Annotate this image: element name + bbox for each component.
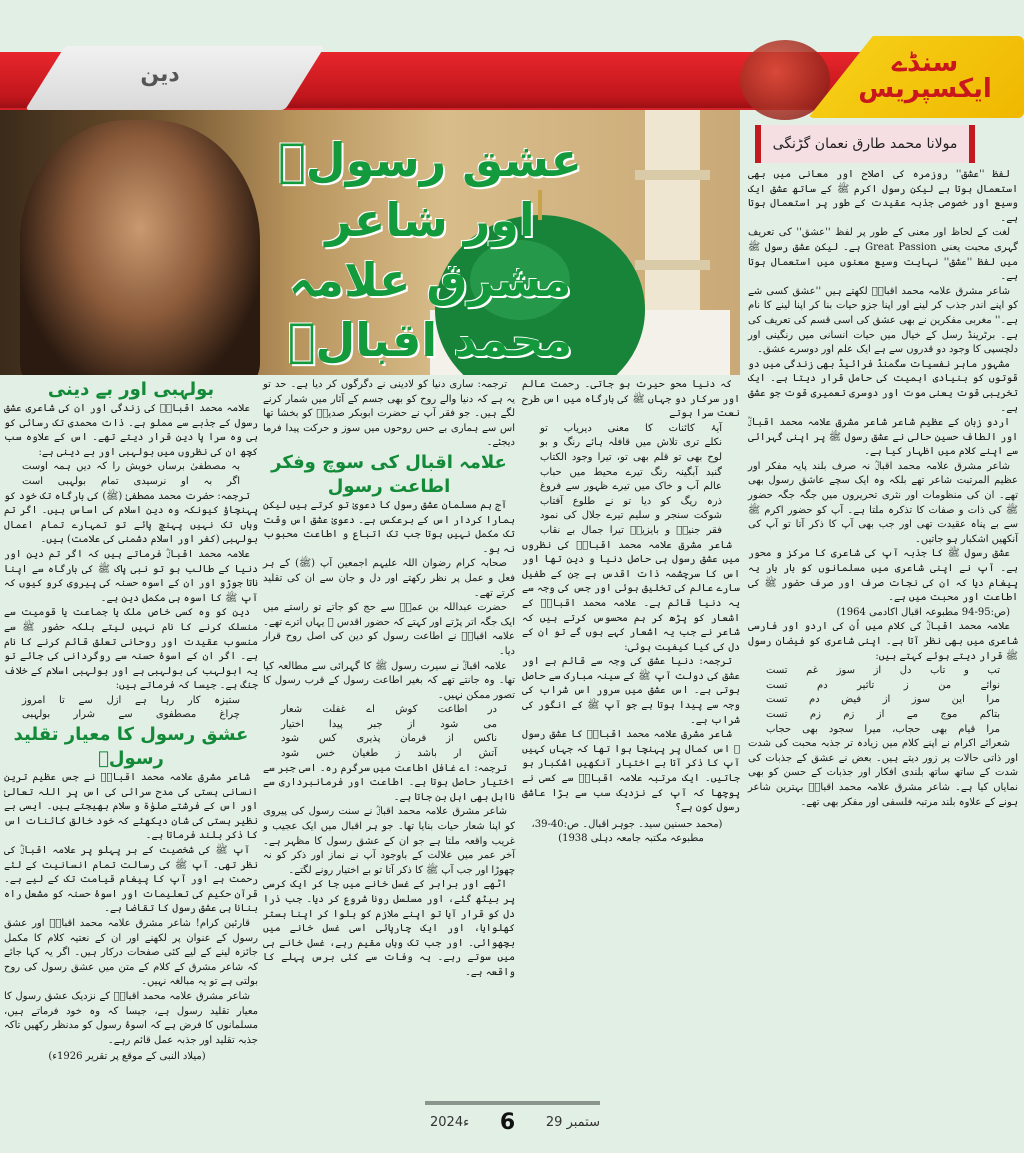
paragraph: شاعر مشرق علامہ محمد اقبالؒ کے نزدیک عشق رسول کا معیار تقلید رسول ہے، جیسا کہ وہ خود فرماتے ہیں، مسلمانوں کا فرض ہے کہ اسوۂ رسول کو مدنظر رکھیں تاکہ جذبہ تقلید اور جذبہ عمل قائم رہے۔	[4, 990, 258, 1046]
paragraph: اٹھے اور برابر کے غسل خانے میں جا کر ایک کرسی پر بیٹھ گئے، اور مسلسل رونا شروع کر دیا۔ جب ذرا دل کو قرار آیا تو اپنے ملازم کو بلوا کر اپنا بستر کھلوایا، اور ایک چارپائی اسی غسل خانے میں بچھوائی۔ اور جب تک وہاں مقیم رہے، غسل خانے ہی میں سوتے رہے۔ یہ وفات سے کئی برس پہلے کا واقعہ ہے۔	[263, 879, 515, 978]
verse: ناکس از فرمان پذیری کس شود	[281, 733, 497, 745]
verse: می شود از جبر پیدا اختیار	[281, 718, 497, 730]
headline-line: عشق رسولؐ اور شاعر	[278, 133, 582, 247]
page-number: 6	[499, 1110, 516, 1135]
verse: مرا قیام بھی حجاب، میرا سجود بھی حجاب	[766, 723, 1000, 735]
hero-image	[0, 110, 740, 375]
footer-divider	[425, 1101, 600, 1105]
verse: گنبد آبگینہ رنگ تیرے محیط میں حباب	[540, 466, 722, 478]
author-byline: مولانا محمد طارق نعمان گڑنگی	[755, 125, 975, 163]
paragraph: شاعر مشرق علامہ محمد اقبالؒ لکھتے ہیں ''عشق کسی شے کو اپنے اندر جذب کر لینے اور اپنا جزو حیات بنا کر اپنا لینے کا نام ہے۔'' مغربی مفکرین نے بھی عشق کی اسی قسم کی تعریف کی ہے۔ برٹرینڈ رسل کے خیال میں حیات انسانی میں رنگینی اور دلچسپی کا وجود دو قدروں سے ہے ایک علم اور دوسرے عشق۔	[748, 285, 1018, 356]
verse: شوکت سنجر و سلیم تیرے جلال کی نمود	[540, 510, 722, 522]
reference: (ص:95-94 مطبوعہ اقبال اکادمی 1964)	[836, 606, 1010, 618]
paragraph: صحابہ کرام رضوان اللہ علیہم اجمعین آپ (ﷺ) کے ہر فعل و عمل پر نظر رکھتے اور دل و جان سے ان کی تقلید کرتے تھے۔	[263, 558, 515, 599]
footer-year: 2024ء	[430, 1115, 470, 1130]
iqbal-portrait	[20, 120, 260, 375]
page-footer	[430, 1110, 600, 1135]
headline	[260, 130, 600, 370]
paragraph: اردو زبان کے عظیم شاعر شاعر مشرق علامہ محمد اقبالؒ اور الطاف حسین حالی نے عشق رسول ﷺ پر اپنی گہرائی سے اپنے کلام میں اظہار کیا ہے۔	[748, 417, 1018, 458]
subheading: علامہ اقبال کی سوچ وفکر اطاعت رسول	[271, 451, 507, 497]
paragraph: ترجمہ: دنیا عشق کی وجہ سے قائم ہے اور عشق کی دولت آپ ﷺ کے سینہ مبارک سے حاصل ہوتی ہے۔ اس عشق میں سرور اس شراب کی وجہ سے پیدا ہوتا ہے جو آپ ﷺ کے انگور کی شراب ہے۔	[522, 656, 740, 726]
verse: نکلے تری تلاش میں قافلہ ہائے رنگ و بو	[540, 437, 722, 449]
paragraph: علامہ محمد اقبالؒ کی کلام میں اُن کی اردو اور فارسی شاعری میں بھی نظر آتا ہے۔ اپنی شاعری کو فیضان رسول ﷺ قرار دیتے ہوئے کہتے ہیں:	[748, 621, 1018, 662]
footer-day: 29	[545, 1115, 563, 1130]
verse: بہ مصطفیٰ برساں خویش را کہ دیں ہمہ اوست	[22, 461, 240, 473]
section-label: دین	[140, 62, 180, 87]
verse: چراغ مصطفوی سے شرار بولہبی	[22, 709, 240, 721]
paragraph: شاعر مشرق علامہ محمد اقبالؒ کی نظروں میں عشق رسول ہی حاصل دنیا و دین تھا اور اس کا سرچشمہ ذات اقدس ہے جن کے طفیل سارے عالم کی تخلیق ہوئی اور جس کی وجہ سے یہ دنیا قائم ہے۔ علامہ محمد اقبالؒ کے اشعار کو پڑھ کر ہم محسوس کرتے ہیں کہ شاعر نے جب یہ اشعار کہے ہوں گے تو ان کے دل کی کیا کیفیت ہوئی:	[522, 539, 740, 653]
paragraph: شاعر مشرق علامہ محمد اقبالؒ کا عشق رسول ﷺ اس کمال پر پہنچا ہوا تھا کہ جہاں کہیں آپ کا ذکر آتا بے اختیار آنکھیں اشکبار ہو جاتیں۔ ایک مرتبہ علامہ اقبالؒ سے کسی نے پوچھا کہ آپ کے نزدیک سب سے بڑا عاشق رسول کون ہے؟	[522, 729, 740, 814]
verse: تب و تاب دل از سوز غم تست	[766, 665, 1000, 677]
subheading: عشق رسول کا معیار تقلید رسولؐ	[13, 724, 249, 770]
logo: سنڈے ایکسپریس	[858, 48, 992, 104]
paragraph: ترجمہ: اے غافل اطاعت میں سرگرم رہ۔ اسی جبر سے اختیار حاصل ہوتا ہے۔ اطاعت اور فرمانبرداری سے نااہل بھی اہل بن جاتا ہے۔	[263, 762, 515, 803]
paragraph: ترجمہ: حضرت محمد مصطفیٰ (ﷺ) کی بارگاہ تک خود کو پہنچاؤ کیونکہ وہ دین اسلام کی اساس ہیں۔ اگر تم وہاں تک نہیں پہنچ پائے تو تمہارے تمام اعمال بولہبی (کفر اور اسلام دشمنی کی علامت) ہیں۔	[4, 490, 258, 546]
paragraph: شاعر مشرق علامہ محمد اقبالؒ نہ صرف بلند پایہ مفکر اور عظیم المرتبت شاعر تھے بلکہ وہ ایک سچے عاشق رسول بھی تھے۔ ان کی منظومات اور نثری تحریروں میں جگہ جگہ حضور ﷺ کی ذات و صفات کا تذکرہ ملتا ہے۔ آپ کو حضور اکرم ﷺ سے بے پناہ عقیدت تھی اور جب بھی آپ کا ذکر آتا تو آپ کی آنکھیں اشکبار ہو جاتیں۔	[748, 460, 1018, 545]
verse: مرا این سوز از فیض دم تست	[766, 694, 1000, 706]
paragraph: لفظ ''عشق'' روزمرہ کی اصلاح اور معانی میں بھی استعمال ہوتا ہے لیکن رسول اکرم ﷺ کے ساتھ عشق ایک وسیع اور خصوصی جذبہ عقیدت کے طور پر استعمال ہوتا ہے۔	[748, 169, 1018, 224]
paragraph: آپ ﷺ کی شخصیت کے ہر پہلو پر علامہ اقبالؒ کی نظر تھی۔ آپ ﷺ کی رسالت تمام انسانیت کے لئے رحمت ہے اور آپ کا پیغام قیامت تک کے لیے ہے۔ قرآن حکیم کی تعلیمات اور اسوۂ حسنہ کو مشعل راہ بنانا ہی عشق رسول کا تقاضا ہے۔	[4, 845, 258, 915]
paragraph: علامہ محمد اقبالؒ کی زندگی اور ان کی شاعری عشق رسول کے جذبے سے مملو ہے۔ ذات محمدی تک رسائی کو ہی وہ سرا پا دین قرار دیتے تھے۔ اس کے علاوہ سب کچھ ان کی نظروں میں بولہبی اور بے دینی ہے:	[4, 403, 258, 458]
paragraph: حضرت عبداللہ بن عمرؓ سے حج کو جاتے تو راستے میں ایک جگہ اتر پڑتے اور کہتے کہ حضور اقدس ﷺ یہاں اترے تھے۔ علامہ اقبالؒ نے اطاعت رسول کو دین کی اصل روح قرار دیا۔	[263, 602, 515, 657]
paragraph: کہ دنیا محو حیرت ہو جاتی۔ رحمت عالم اور سرکار دو جہاں ﷺ کی بارگاہ میں اس طرح نعت سرا ہوتے	[522, 379, 740, 420]
article-column-3	[522, 378, 740, 847]
paragraph: مشہور ماہر نفسیات سگمنڈ فرائیڈ بھی زندگی میں دو قوتوں کو بنیادی اہمیت کی حامل قرار دیتا ہے۔ ایک تخریبی قوت یعنی موت اور دوسری تعمیری قوت جو عشق ہے۔	[748, 358, 1018, 414]
article-column-right	[748, 168, 1018, 810]
article-column-1	[4, 378, 258, 1065]
paragraph: شعرائے اکرام نے اپنے کلام میں زیادہ تر جذبہ محبت کی شدت اور ذاتی حالات پر زور دیتے ہیں۔ بعض نے عشق کے جذبات کی شدت کے ساتھ ساتھ بلندی افکار اور جذبات کے حسن کو بھی نمایاں کیا ہے۔ شاعر مشرق علامہ محمد اقبالؒ بہترین شاعر ہونے کے علاوہ بلند مرتبہ فلسفی اور مفکر بھی تھے۔	[748, 738, 1018, 808]
paragraph: علامہ محمد اقبالؒ فرماتے ہیں کہ اگر تم دین اور دنیا کے طالب ہو تو نبی پاک ﷺ کی بارگاہ سے اپنا ناتا جوڑو اور ان کے اسوہ حسنہ کی پیروی کرو کیوں کہ آپ ﷺ کا اسوہ ہی مکمل دین ہے۔	[4, 548, 258, 604]
verse: عالم آب و خاک میں تیرے ظہور سے فروغ	[540, 481, 722, 493]
paragraph: عشق رسول ﷺ کا جذبہ آپ کی شاعری کا مرکز و محور ہے۔ آپ نے اپنی شاعری میں مسلمانوں کو بار بار یہ پیغام دیا کہ ان کی نجات صرف اور صرف حضور ﷺ کی اطاعت اور محبت میں ہے۔	[748, 548, 1018, 604]
reference: (میلاد النبی کے موقع پر تقریر 1926ء)	[48, 1051, 206, 1063]
verse: آتش ار باشد ز طغیان خس شود	[281, 748, 497, 760]
verse: نوائے من ز تاثیر دم تست	[766, 679, 1000, 691]
subheading: بولہبی اور بے دینی	[47, 379, 215, 400]
paragraph: ترجمہ: ساری دنیا کو لادینی نے دگرگوں کر دیا ہے۔ حد تو یہ ہے کہ دنیا والے روح کو بھی جسم کے آثار میں شمار کرنے لگے ہیں۔ جو فقر آپ نے حضرت ابوبکر صدیقؓ کو بخشا تھا اس سے ہماری بے حس روحوں میں سوز و حرکت پیدا فرما دیجئے۔	[263, 379, 515, 449]
verse: ستیزہ کار رہا ہے ازل سے تا امروز	[22, 694, 240, 706]
paragraph: قارئین کرام! شاعر مشرق علامہ محمد اقبالؒ اور عشق رسول کے عنوان پر لکھنے اور ان کے نعتیہ کلام کا مکمل جائزہ لینے کے لیے کئی صفحات درکار ہیں۔ اگر یہ کہا جائے کہ شاعر مشرق کے کلام کے متن میں عشق رسول کی روح بولتی ہے تو یہ مبالغہ نہیں۔	[4, 918, 258, 988]
verse: آیۂ کائنات کا معنی دیریاب تو	[540, 422, 722, 434]
verse: در اطاعت کوش اے غفلت شعار	[281, 704, 497, 716]
footer-month: ستمبر	[566, 1115, 600, 1130]
article-column-2	[263, 378, 515, 981]
paragraph: شاعر مشرق علامہ محمد اقبالؒ نے سنت رسول کی پیروی کو اپنا شعار حیات بنایا تھا۔ جو ہر اقبال میں ایک عجیب و غریب واقعہ ملتا ہے جو ان کے عشق رسول کا مظہر ہے۔ آخر عمر میں علالت کے باوجود آپ نے نماز اور ذکر کو نہ چھوڑا اور جب آپ ﷺ کا ذکر آتا تو بے اختیار رونے لگتے۔	[263, 806, 515, 876]
paragraph: آج ہم مسلمان عشق رسول کا دعویٰ تو کرتے ہیں لیکن ہمارا کردار اس کے برعکس ہے۔ دعویٰ عشق اس وقت تک مکمل نہیں ہوتا جب تک اتباع و اطاعت محبوب نہ ہو۔	[263, 499, 515, 555]
headline-line: مشرق علامہ	[288, 253, 572, 307]
verse: فقر جنیدؒ و بایزیدؒ تیرا جمال بے نقاب	[540, 524, 722, 536]
reference: (محمد حسنین سید۔ جوہر اقبال۔ ص:40-39، مطبوعہ مکتبہ جامعہ دہلی 1938)	[531, 818, 723, 845]
verse: اگر بہ او نرسیدی تمام بولہبی است	[22, 475, 240, 487]
verse: بتاکم موج مے از زم زم تست	[766, 708, 1000, 720]
paragraph: لغت کے لحاظ اور معنی کے طور پر لفظ ''عشق'' کی تعریف گہری محبت یعنی Great Passion ہے۔ لیکن عشق رسول ﷺ میں لفظ ''عشق'' نہایت وسیع معنوں میں استعمال ہوتا ہے۔	[748, 227, 1019, 283]
paragraph: شاعر مشرق علامہ محمد اقبالؒ نے جس عظیم ترین انسانی ہستی کی مدح سرائی کی اس پر اللہ تعالیٰ اور اس کے فرشتے صلوٰۃ و سلام بھیجتے ہیں۔ ایسی بے نظیر ہستی کی شان دیکھئے کہ خود خالق کائنات اس کا ذکر بلند فرماتا ہے۔	[4, 772, 258, 842]
paragraph: علامہ اقبالؒ نے سیرت رسول ﷺ کا گہرائی سے مطالعہ کیا تھا۔ وہ جانتے تھے کہ بغیر اطاعت رسول کے قرب رسول کا تصور ممکن نہیں۔	[263, 660, 515, 701]
paragraph: دین کو وہ کسی خاص ملک یا جماعت یا قومیت سے منسلک کرنے کا نام نہیں لیتے بلکہ حضور ﷺ سے منسوب عقیدت اور روحانی تعلق قائم کرنے کا نام ہے۔ اگر ان کے اسوۂ حسنہ سے روگردانی کی جائے تو یہ ابولہب کی بولہبی ہے اور بولہبی اسلام کے خلاف جنگ ہے۔ جیسا کہ فرماتے ہیں:	[4, 607, 258, 692]
verse: ذرہ ریگ کو دیا تو نے طلوع آفتاب	[540, 495, 722, 507]
headline-line: محمد اقبالؒ	[287, 313, 573, 367]
verse: لوح بھی تو قلم بھی تو، تیرا وجود الکتاب	[540, 451, 722, 463]
